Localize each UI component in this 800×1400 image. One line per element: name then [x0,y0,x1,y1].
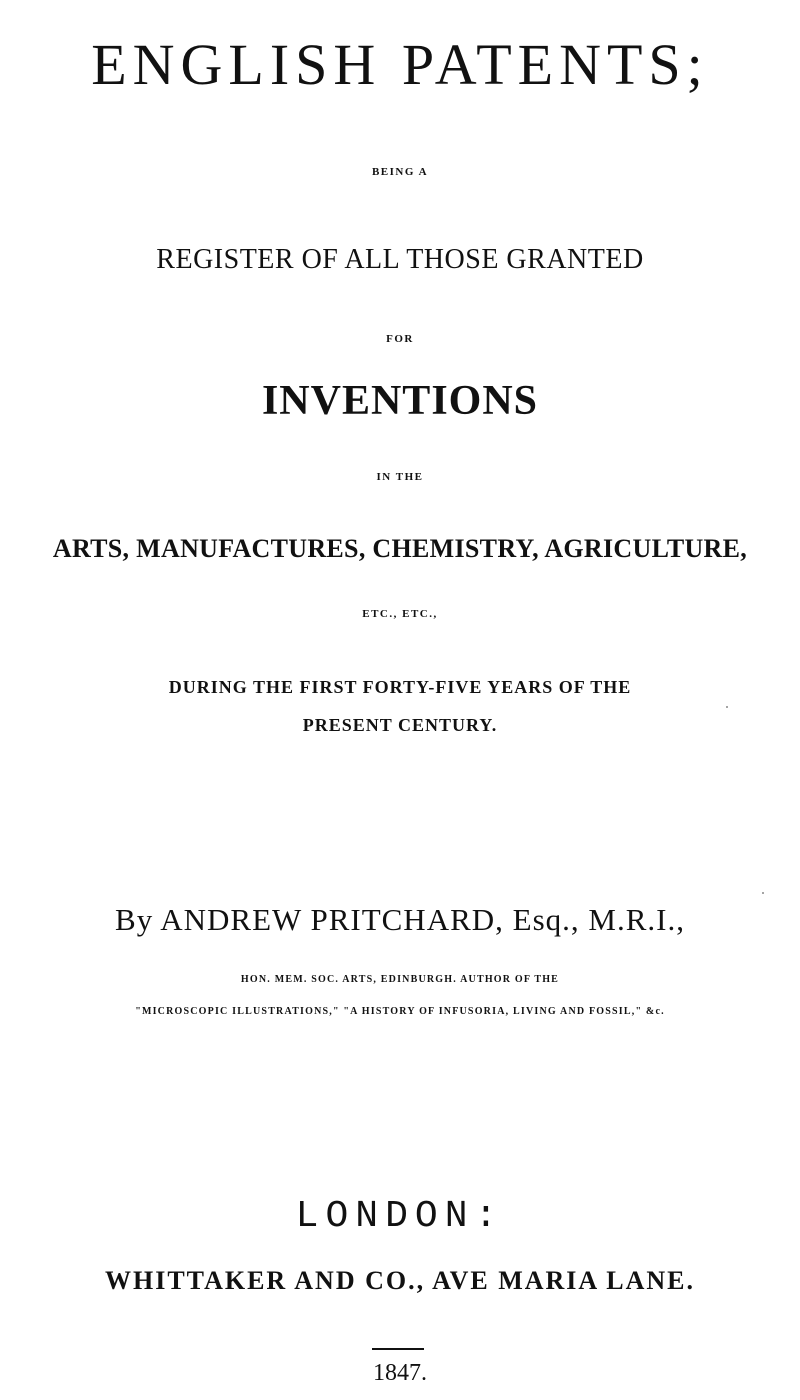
etc-text: ETC., ETC., [362,608,438,620]
imprint-publisher: WHITTAKER AND CO., AVE MARIA LANE. [104,1266,695,1295]
period-line-1: DURING THE FIRST FORTY-FIVE YEARS OF THE [168,677,632,697]
inventions-heading: INVENTIONS [261,378,539,424]
scan-speck [726,706,728,708]
imprint-place: LONDON: [295,1195,505,1238]
period-line-2: PRESENT CENTURY. [302,715,498,735]
year-rule-divider [372,1348,424,1350]
register-line: REGISTER OF ALL THOSE GRANTED [156,244,644,275]
imprint-year: 1847. [373,1360,427,1386]
author-line: By ANDREW PRITCHARD, Esq., M.R.I., [115,902,685,937]
book-title: ENGLISH PATENTS; [91,32,709,97]
for-text: FOR [386,333,414,345]
credentials-line-2: "MICROSCOPIC ILLUSTRATIONS," "A HISTORY OF INFUSORIA, LIVING AND FOSSIL," &c. [135,1006,665,1017]
subjects-line: ARTS, MANUFACTURES, CHEMISTRY, AGRICULTURE, [52,534,748,563]
credentials-line-1: HON. MEM. SOC. ARTS, EDINBURGH. AUTHOR OF THE [240,974,560,985]
being-a-text: BEING A [371,166,429,178]
scan-speck [762,892,764,894]
in-the-text: IN THE [376,471,424,483]
